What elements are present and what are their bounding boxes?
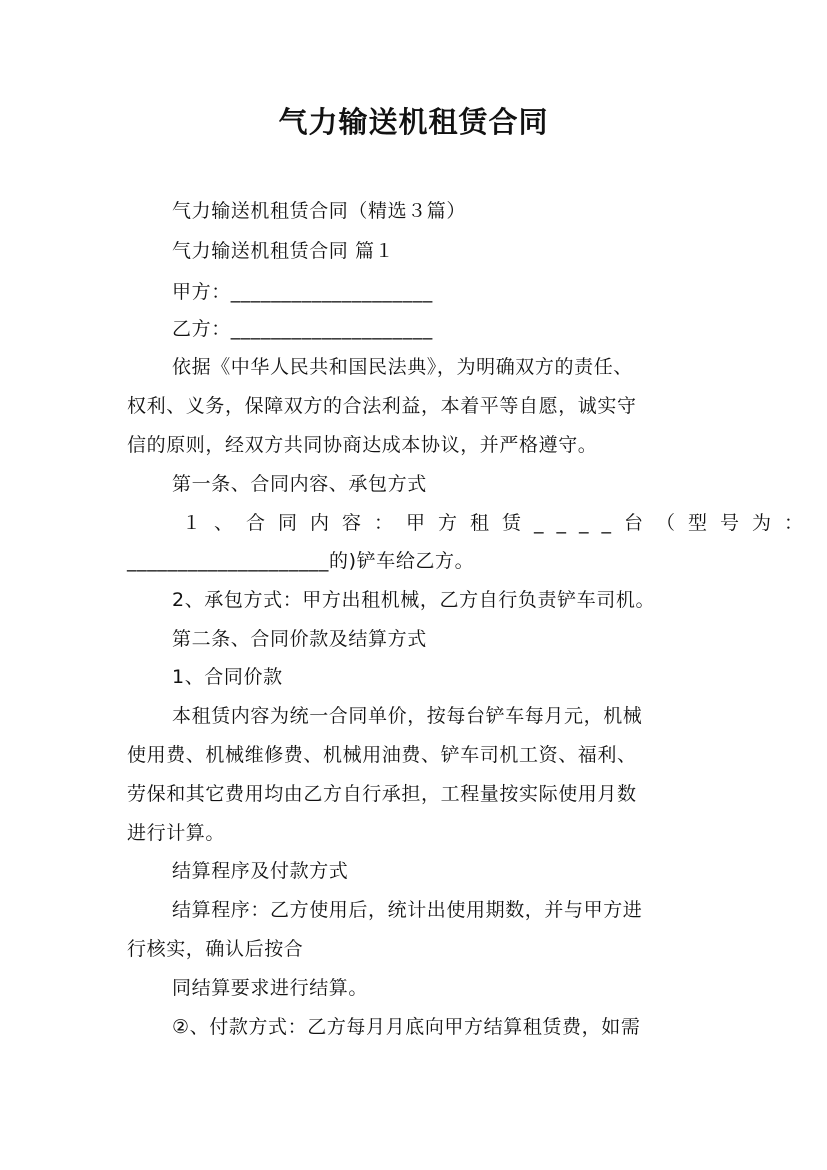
article-heading: 第二条、合同价款及结算方式 [172,628,427,650]
section-heading: 气力输送机租赁合同 篇１ [172,240,395,262]
party-b-line: 乙方：____________________ [172,318,433,340]
subsection-heading: 1、合同价款 [172,666,283,688]
paragraph-line: ____________________的)铲车给乙方。 [127,550,475,572]
subsection-heading: 结算程序及付款方式 [172,860,349,882]
paragraph-line: 依据《中华人民共和国民法典》，为明确双方的责任、 [172,356,633,378]
document-title: 气力输送机租赁合同 [278,105,549,139]
paragraph-line: ②、付款方式：乙方每月月底向甲方结算租赁费，如需 [172,1016,641,1038]
paragraph-line: 权利、义务，保障双方的合法利益，本着平等自愿，诚实守 [127,395,637,417]
paragraph-line: 进行计算。 [127,822,226,844]
paragraph-line: 结算程序：乙方使用后，统计出使用期数，并与甲方进 [172,899,643,921]
paragraph-line: １、合同内容：甲方租赁____台（型号为： [182,512,817,534]
paragraph-line: 劳保和其它费用均由乙方自行承担，工程量按实际使用月数 [127,783,637,805]
paragraph-line: 2、承包方式：甲方出租机械，乙方自行负责铲车司机。 [172,589,656,611]
paragraph-line: 使用费、机械维修费、机械用油费、铲车司机工资、福利、 [127,744,637,766]
paragraph-line: 本租赁内容为统一合同单价，按每台铲车每月元，机械 [172,705,643,727]
party-a-line: 甲方：____________________ [172,281,433,303]
paragraph-line: 行核实，确认后按合 [127,938,304,960]
paragraph-line: 信的原则，经双方共同协商达成本协议，并严格遵守。 [127,434,598,456]
subtitle-line: 气力输送机租赁合同（精选３篇） [172,200,467,222]
article-heading: 第一条、合同内容、承包方式 [172,473,427,495]
paragraph-line: 同结算要求进行结算。 [172,977,369,999]
